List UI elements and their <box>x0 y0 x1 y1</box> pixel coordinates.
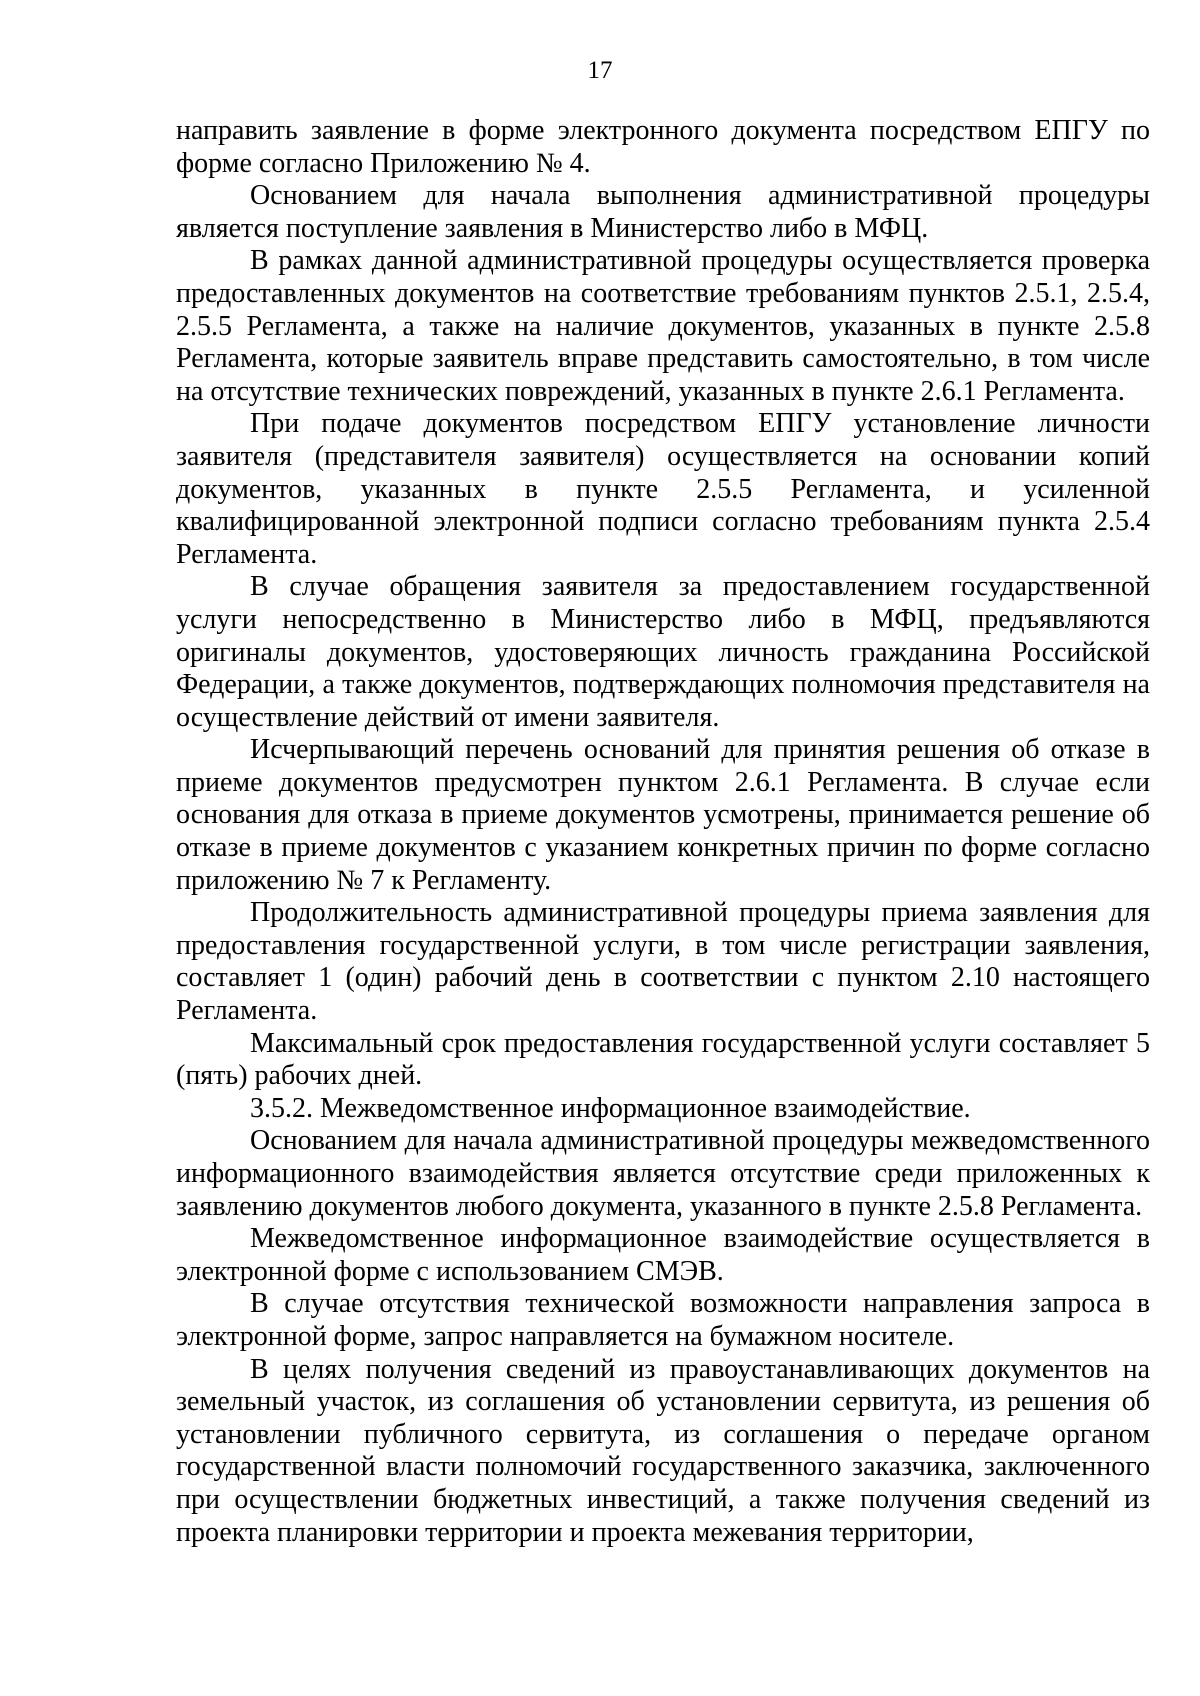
paragraph: Продолжительность административной процедуры приема заявления для предоставления государственной услуги, в том числе регистрации заявления, составляет 1 (один) рабочий день в соответствии с пунктом 2.10 настоящего Регламента. <box>176 897 1150 1027</box>
paragraph: В целях получения сведений из правоустанавливающих документов на земельный участок, из соглашения об установлении сервитута, из решения об установлении публичного сервитута, из соглашения о передаче органом государственной власти полномочий государственного заказчика, заключенного при осуществлении бюджетных инвестиций, а также получения сведений из проекта планировки территории и проекта межевания территории, <box>176 1353 1150 1548</box>
paragraph: Межведомственное информационное взаимодействие осуществляется в электронной форме с использованием СМЭВ. <box>176 1223 1150 1287</box>
paragraph: направить заявление в форме электронного документа посредством ЕПГУ по форме согласно Приложению № 4. <box>176 115 1150 179</box>
paragraph: В случае отсутствия технической возможности направления запроса в электронной форме, запрос направляется на бумажном носителе. <box>176 1288 1150 1352</box>
paragraph: Максимальный срок предоставления государственной услуги составляет 5 (пять) рабочих дней. <box>176 1027 1150 1092</box>
document-body <box>176 115 1150 1549</box>
paragraph: Основанием для начала административной процедуры межведомственного информационного взаимодействия является отсутствие среди приложенных к заявлению документов любого документа, указанного в пункте 2.5.8 Регламента. <box>176 1125 1150 1222</box>
paragraph: В рамках данной административной процедуры осуществляется проверка предоставленных документов на соответствие требованиям пунктов 2.5.1, 2.5.4, 2.5.5 Регламента, а также на наличие документов, указанных в пункте 2.5.8 Регламента, которые заявитель вправе представить самостоятельно, в том числе на отсутствие технических повреждений, указанных в пункте 2.6.1 Регламента. <box>176 245 1150 407</box>
paragraph: В случае обращения заявителя за предоставлением государственной услуги непосредственно в Министерство либо в МФЦ, предъявляются оригиналы документов, удостоверяющих личность гражданина Российской Федерации, а также документов, подтверждающих полномочия представителя на осуществление действий от имени заявителя. <box>176 571 1150 733</box>
paragraph: Исчерпывающий перечень оснований для принятия решения об отказе в приеме документов предусмотрен пунктом 2.6.1 Регламента. В случае если основания для отказа в приеме документов усмотрены, принимается решение об отказе в приеме документов с указанием конкретных причин по форме согласно приложению № 7 к Регламенту. <box>176 734 1150 896</box>
page-number: 17 <box>587 57 613 84</box>
paragraph: Основанием для начала выполнения административной процедуры является поступление заявления в Министерство либо в МФЦ. <box>176 180 1150 244</box>
section-heading-3-5-2: 3.5.2. Межведомственное информационное взаимодействие. <box>250 1092 971 1124</box>
paragraph: При подаче документов посредством ЕПГУ установление личности заявителя (представителя заявителя) осуществляется на основании копий документов, указанных в пункте 2.5.5 Регламента, и усиленной квалифицированной электронной подписи согласно требованиям пункта 2.5.4 Регламента. <box>176 408 1150 570</box>
